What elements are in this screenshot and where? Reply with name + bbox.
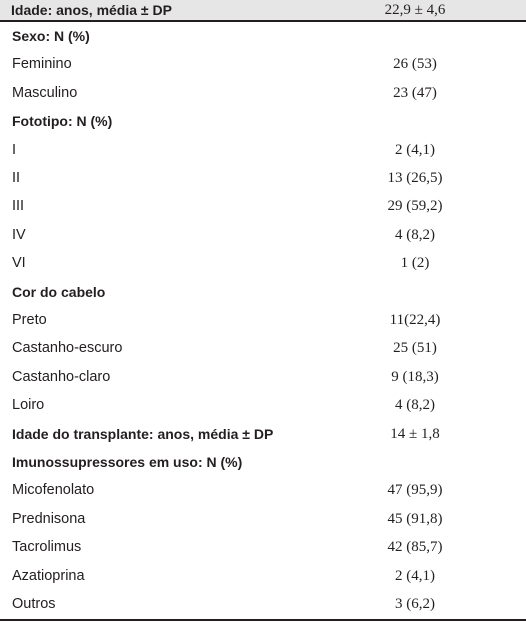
table-row (0, 164, 526, 192)
row-value: 42 (85,7) (387, 539, 443, 556)
row-label: III (12, 198, 25, 215)
row-label: IV (12, 226, 26, 243)
table-row (0, 533, 526, 561)
table-row (0, 590, 526, 618)
table-row (0, 334, 526, 362)
table-row (0, 79, 526, 107)
table-row (0, 107, 526, 135)
table-row (0, 221, 526, 249)
table-row (0, 306, 526, 334)
row-label: II (12, 170, 21, 186)
row-value: 23 (47) (393, 84, 437, 101)
table-row (0, 278, 526, 306)
table-row (0, 391, 526, 419)
row-label: Preto (12, 312, 47, 328)
row-value: 29 (59,2) (387, 198, 443, 215)
row-value: 47 (95,9) (387, 482, 443, 499)
row-label: Micofenolato (12, 482, 95, 499)
table-row (0, 249, 526, 277)
row-label: Cor do cabelo (12, 283, 106, 300)
table-row (0, 50, 526, 78)
row-label: Sexo: N (%) (12, 28, 90, 44)
row-label: Idade: anos, média ± DP (11, 2, 172, 18)
row-value: 4 (8,2) (395, 226, 435, 243)
table-row (0, 420, 526, 448)
table-row (0, 476, 526, 504)
table-row-age (0, 0, 526, 20)
row-label: Prednisona (12, 510, 86, 527)
row-value: 45 (91,8) (387, 510, 443, 527)
bottom-rule (0, 619, 526, 621)
row-label: Castanho-claro (12, 368, 111, 385)
table-row (0, 562, 526, 590)
row-label: Fototipo: N (%) (12, 113, 113, 130)
row-value: 13 (26,5) (387, 170, 443, 186)
row-value: 1 (2) (400, 255, 430, 272)
row-value: 11(22,4) (389, 312, 441, 328)
row-label: Feminino (12, 56, 72, 73)
table-row (0, 448, 526, 476)
row-value: 25 (51) (393, 340, 437, 357)
row-label: VI (12, 255, 26, 272)
row-label: Imunossupressores em uso: N (%) (12, 454, 243, 470)
row-label: Loiro (12, 397, 45, 414)
row-label: Outros (12, 596, 56, 612)
row-label: I (12, 141, 17, 158)
row-value: 22,9 ± 4,6 (384, 2, 446, 18)
row-label: Idade do transplante: anos, média ± DP (12, 425, 274, 442)
row-value: 2 (4,1) (395, 567, 435, 584)
row-value: 2 (4,1) (395, 141, 435, 158)
table-row (0, 505, 526, 533)
table-row (0, 136, 526, 164)
row-value: 4 (8,2) (395, 397, 435, 414)
table-row (0, 363, 526, 391)
row-label: Tacrolimus (12, 539, 82, 556)
row-value: 14 ± 1,8 (390, 425, 440, 442)
table-row (0, 192, 526, 220)
row-label: Castanho-escuro (12, 340, 123, 357)
row-value: 9 (18,3) (391, 368, 439, 385)
row-label: Masculino (12, 84, 78, 101)
row-value: 3 (6,2) (395, 596, 435, 612)
table-row (0, 22, 526, 50)
row-label: Azatioprina (12, 567, 85, 584)
row-value: 26 (53) (393, 56, 437, 73)
